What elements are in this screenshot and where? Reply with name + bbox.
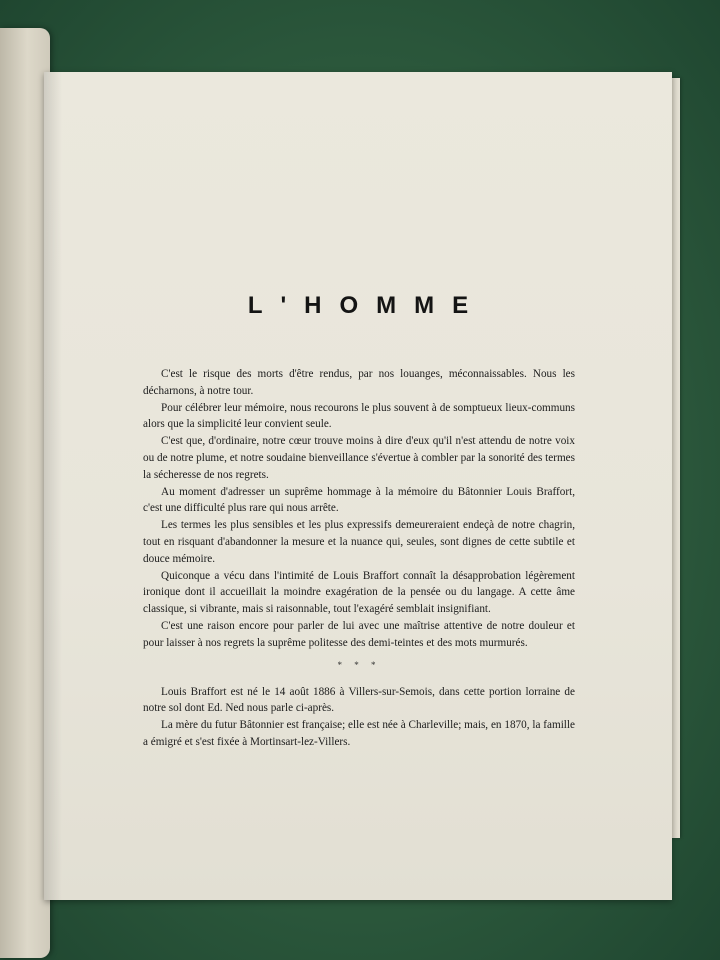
body-text: [143, 366, 575, 751]
paragraph: Louis Braffort est né le 14 août 1886 à Villers-sur-Semois, dans cette portion lorraine de notre sol dont Ed. Ned nous parle ci-après.: [143, 685, 575, 715]
paragraph: Au moment d'adresser un suprême hommage à la mémoire du Bâtonnier Louis Braffort, c'est une difficulté plus rare qui nous arrête.: [143, 485, 575, 515]
paragraph: C'est le risque des morts d'être rendus, par nos louanges, méconnaissables. Nous les décharnons, à notre tour.: [143, 368, 575, 397]
section-separator: * * *: [337, 660, 381, 671]
paragraph: Les termes les plus sensibles et les plus expressifs demeureraient endeçà de notre chagrin, tout en risquant d'abandonner la mesure et la nuance qui, seules, sont dignes de cette subtile et douce mémoire.: [143, 519, 575, 565]
page-title: L'HOMME: [247, 292, 487, 319]
paragraph: C'est une raison encore pour parler de lui avec une maîtrise attentive de notre douleur et pour laisser à nos regrets la suprême politesse des demi-teintes et des mots murmurés.: [143, 619, 575, 649]
left-page-edge: [0, 28, 50, 958]
paragraph: La mère du futur Bâtonnier est française; elle est née à Charleville; mais, en 1870, la famille a émigré et s'est fixée à Mortinsart-lez-Villers.: [143, 719, 575, 748]
paragraph: C'est que, d'ordinaire, notre cœur trouve moins à dire d'eux qu'il n'est attendu de notre voix ou de notre plume, et notre soudaine bienveillance s'évertue à combler par la sonorité des termes la sécheresse de nos regrets.: [143, 435, 575, 481]
paragraph: Pour célébrer leur mémoire, nous recourons le plus souvent à de somptueux lieux-communs alors que la simplicité leur convient seule.: [143, 401, 575, 431]
book-page: [44, 72, 672, 900]
paragraph: Quiconque a vécu dans l'intimité de Louis Braffort connaît la désapprobation légèrement ironique dont il accueillait la moindre exagération de la pensée ou du langage. A cette âme classique, si vibrante, mais si raisonnable, tout l'exagéré semblait insignifiant.: [143, 569, 575, 615]
